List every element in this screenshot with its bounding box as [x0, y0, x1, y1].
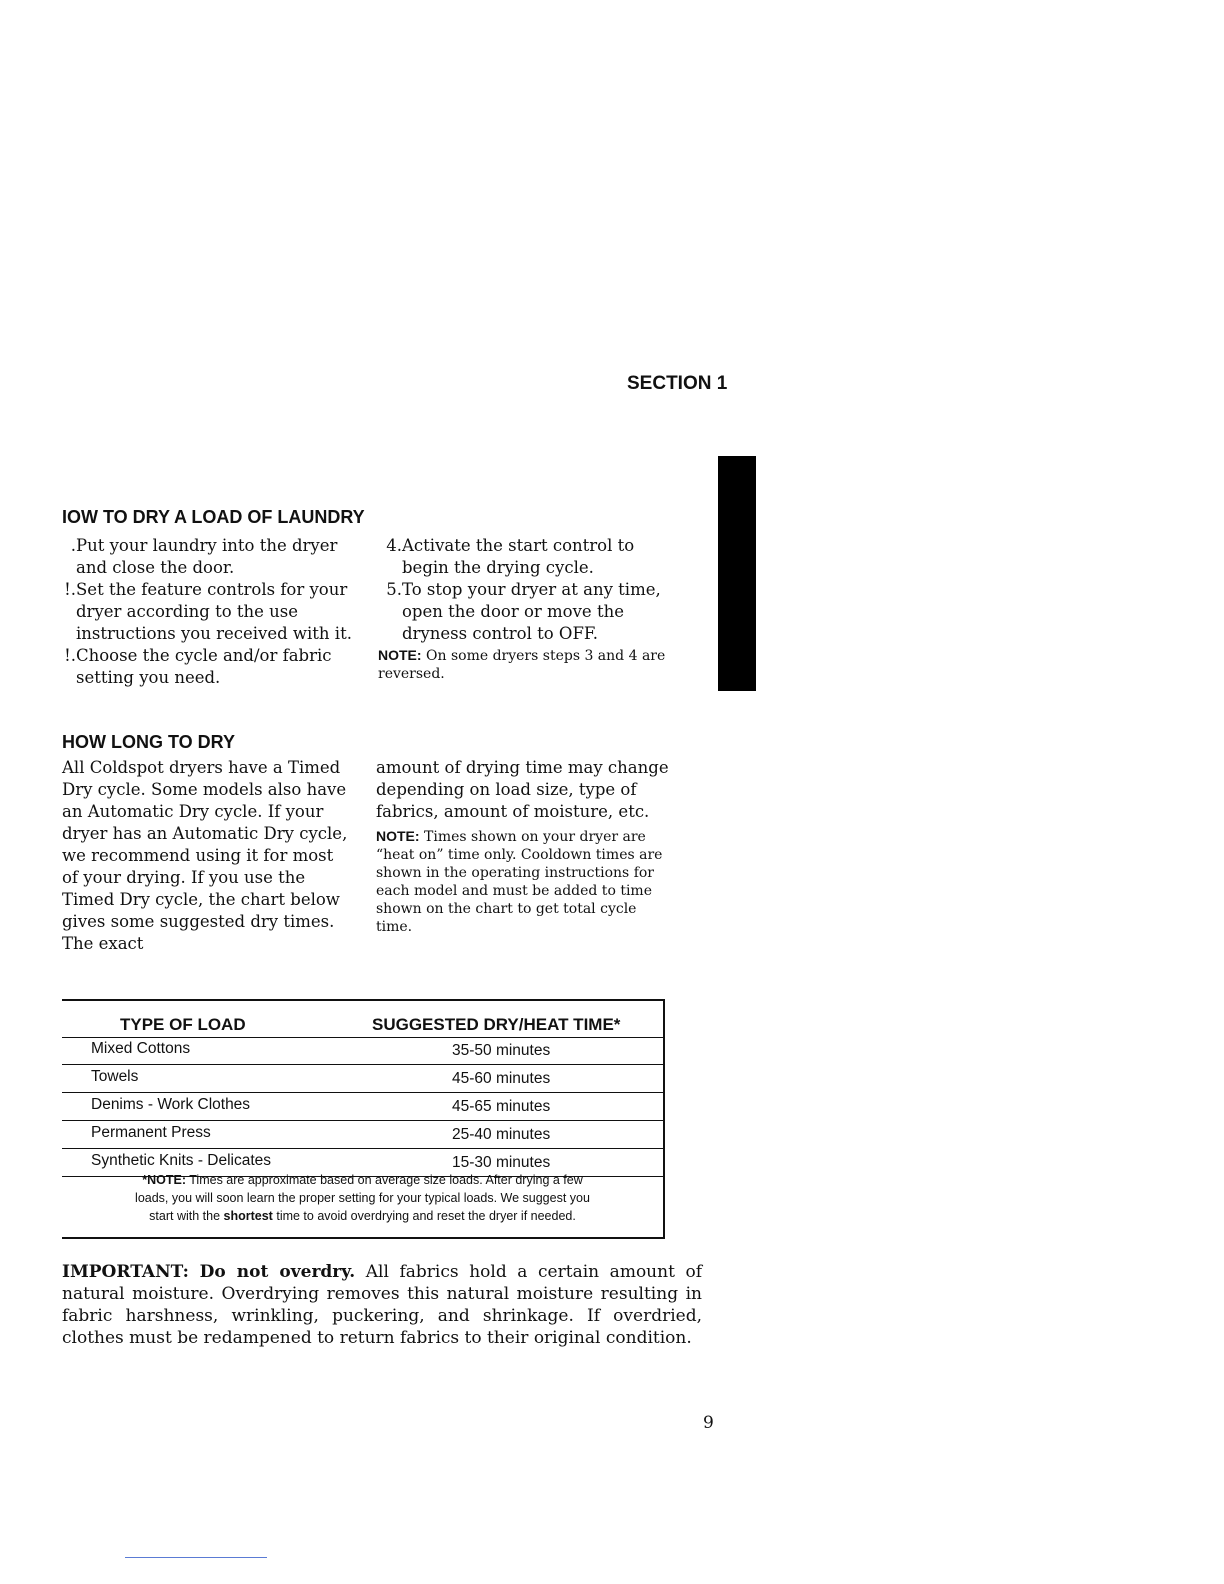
step-3 — [64, 645, 356, 689]
footnote-text: time to avoid overdrying and reset the dryer if needed. — [276, 1209, 576, 1223]
note-text: On some dryers steps 3 and 4 are reversed. — [378, 648, 666, 682]
how-long-note — [376, 827, 676, 936]
step-text: Put your laundry into the dryer and close the door. — [76, 536, 338, 577]
footnote-emphasis: shortest — [223, 1209, 273, 1223]
footnote-line-2: loads, you will soon learn the proper setting for your typical loads. We suggest you — [135, 1191, 590, 1205]
important-paragraph — [62, 1261, 702, 1349]
important-text: All fabrics hold a certain amount of natural moisture. Overdrying removes this natural moisture resulting in fabric harshness, wrinkling, puckering, and shrinkage. If overdried, clothes must be redampened to return fabrics to their original condition. — [62, 1262, 703, 1348]
load-type: Denims - Work Clothes — [91, 1096, 251, 1113]
step-text: Choose the cycle and/or fabric setting you need. — [76, 646, 332, 687]
note-label: NOTE: — [378, 647, 422, 663]
steps-right-column — [378, 535, 678, 683]
how-long-right-paragraph: amount of drying time may change depending on load size, type of fabrics, amount of moisture, etc. — [376, 758, 669, 821]
dry-time: 45-60 minutes — [452, 1070, 551, 1087]
how-long-right-column — [376, 757, 676, 936]
note-text: Times shown on your dryer are “heat on” time only. Cooldown times are shown in the operating instructions for each model and must be added to time shown on the chart to get total cycle time. — [376, 829, 663, 935]
section-label: SECTION 1 — [627, 373, 728, 394]
step-number: !. — [64, 580, 76, 599]
steps-note — [378, 646, 678, 683]
col-header-time: SUGGESTED DRY/HEAT TIME* — [372, 1015, 621, 1034]
step-number: 4. — [386, 536, 402, 555]
load-type: Synthetic Knits - Delicates — [91, 1152, 272, 1169]
steps-left-column — [64, 535, 356, 689]
step-1 — [70, 535, 356, 579]
footnote-line-3 — [62, 1207, 663, 1225]
step-text: To stop your dryer at any time, open the door or move the dryness control to OFF. — [402, 580, 661, 643]
load-type: Towels — [91, 1068, 139, 1085]
step-5 — [386, 579, 678, 645]
step-text: Set the feature controls for your dryer according to the use instructions you received with it. — [76, 580, 352, 643]
footnote-text: start with the — [149, 1209, 221, 1223]
footer-rule — [125, 1557, 267, 1558]
table-row — [62, 1065, 663, 1093]
table-row — [62, 1037, 663, 1065]
step-number: 5. — [386, 580, 402, 599]
table-row — [62, 1121, 663, 1149]
note-label: NOTE: — [376, 828, 420, 844]
how-long-heading: HOW LONG TO DRY — [62, 732, 235, 752]
load-type: Mixed Cottons — [91, 1040, 191, 1057]
footnote-text: Times are approximate based on average size loads. After drying a few — [189, 1173, 583, 1187]
page-number: 9 — [703, 1413, 714, 1433]
how-long-left-paragraph: All Coldspot dryers have a Timed Dry cycle. Some models also have an Automatic Dry cycle. If your dryer has an Automatic Dry cycle, we recommend using it for most of your drying. If you use the Timed Dry cycle, the chart below gives some suggested dry times. The exact — [62, 758, 348, 953]
step-2 — [64, 579, 356, 645]
dry-time: 15-30 minutes — [452, 1154, 551, 1171]
step-text: Activate the start control to begin the drying cycle. — [402, 536, 635, 577]
footnote-line-1 — [62, 1171, 663, 1189]
load-type: Permanent Press — [91, 1124, 211, 1141]
dry-time: 25-40 minutes — [452, 1126, 551, 1143]
table-header — [62, 1013, 663, 1038]
section-tab-marker — [718, 456, 756, 691]
footnote-label: *NOTE: — [142, 1173, 186, 1187]
step-number: . — [70, 536, 76, 555]
important-label: IMPORTANT: — [62, 1262, 189, 1282]
table-row — [62, 1093, 663, 1121]
col-header-type: TYPE OF LOAD — [120, 1015, 246, 1034]
table-footnote — [62, 1171, 663, 1225]
how-to-dry-heading: IOW TO DRY A LOAD OF LAUNDRY — [62, 507, 365, 527]
dry-time: 45-65 minutes — [452, 1098, 551, 1115]
step-4 — [386, 535, 678, 579]
important-emphasis: Do not overdry. — [199, 1262, 356, 1282]
dry-times-table — [62, 999, 665, 1239]
dry-time: 35-50 minutes — [452, 1042, 551, 1059]
step-number: !. — [64, 646, 76, 665]
